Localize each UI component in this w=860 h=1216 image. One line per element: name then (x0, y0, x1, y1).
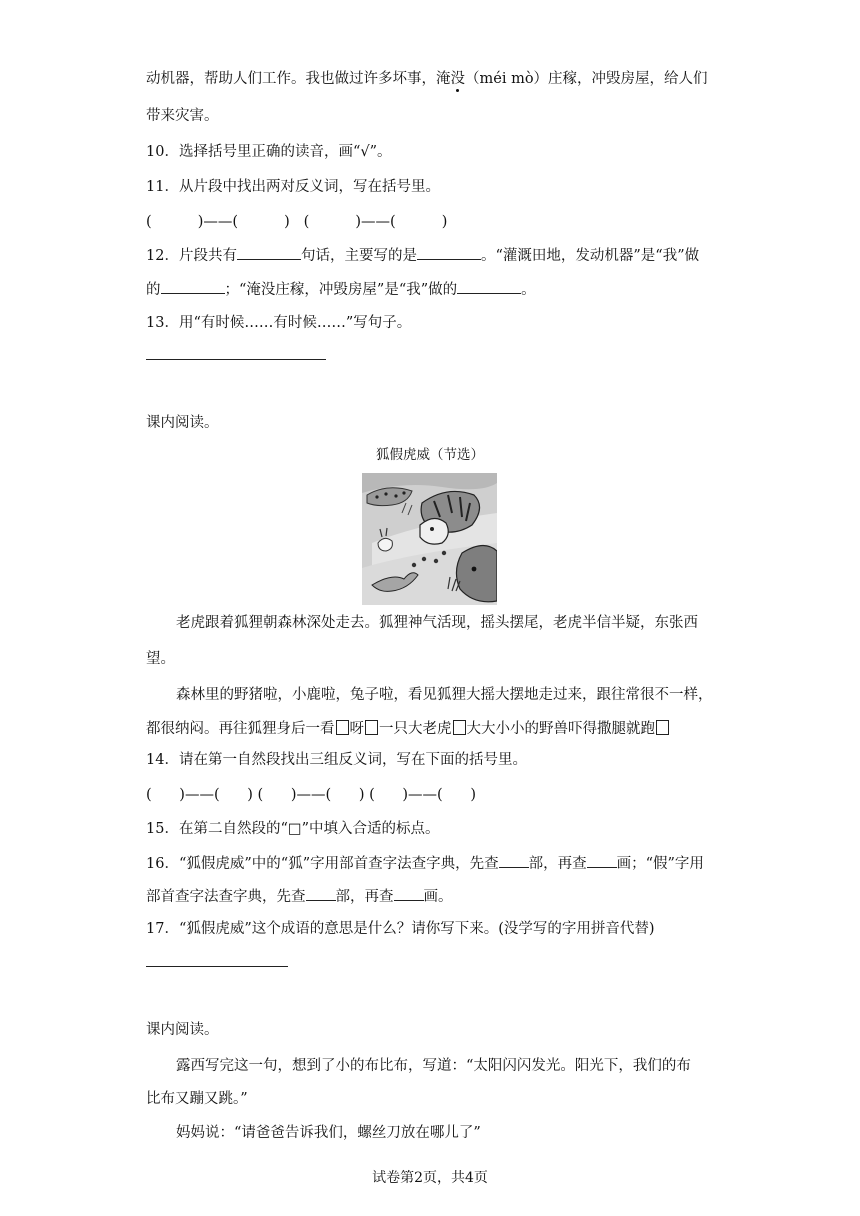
passage-line: 露西写完这一句，想到了小的布比布，写道：“太阳闪闪发光。阳光下，我们的布 (176, 1058, 691, 1074)
question-17: 17．“狐假虎威”这个成语的意思是什么？请你写下来。(没学写的字用拼音代替) (146, 921, 655, 937)
question-14: 14．请在第一自然段找出三组反义词，写在下面的括号里。 (146, 752, 527, 768)
passage-title: 狐假虎威（节选） (376, 447, 484, 463)
emphasis-dot-char: 没 (450, 71, 465, 87)
section-heading: 课内阅读。 (146, 415, 219, 431)
question-16-line1: 16．“狐假虎威”中的“狐”字用部首查字法查字典，先查 部，再查 画；“假”字用 (146, 853, 704, 874)
question-11: 11．从片段中找出两对反义词，写在括号里。 (146, 179, 440, 195)
passage-line: 比布又蹦又跳。” (146, 1091, 248, 1107)
answer-blank[interactable] (499, 853, 529, 868)
answer-line[interactable] (146, 966, 288, 967)
question-12-line1: 12．片段共有 句话，主要写的是 。“灌溉田地，发动机器”是“我”做 (146, 245, 699, 266)
page-footer: 试卷第2页，共4页 (372, 1170, 488, 1186)
passage-line: 老虎跟着狐狸朝森林深处走去。狐狸神气活现，摇头摆尾，老虎半信半疑，东张西 (176, 615, 698, 631)
answer-blank[interactable] (394, 886, 424, 901)
passage-line: 都很纳闷。再往狐狸身后一看 呀 一只大老虎 大大小小的野兽吓得撒腿就跑 (146, 719, 670, 739)
story-illustration (362, 473, 497, 605)
punctuation-box[interactable] (336, 720, 349, 735)
punctuation-box[interactable] (656, 720, 669, 735)
answer-blank[interactable] (237, 245, 301, 260)
answer-blank[interactable] (417, 245, 481, 260)
answer-blank[interactable] (587, 853, 617, 868)
question-10: 10．选择括号里正确的读音，画“√”。 (146, 144, 392, 160)
punctuation-box[interactable] (453, 720, 466, 735)
question-16-line2: 部首查字法查字典，先查 部，再查 画。 (146, 886, 453, 907)
question-12-line2: 的 ；“淹没庄稼，冲毁房屋”是“我”做的 。 (146, 279, 536, 300)
passage-line: 妈妈说：“请爸爸告诉我们，螺丝刀放在哪儿了” (176, 1125, 481, 1141)
punctuation-box[interactable] (365, 720, 378, 735)
question-15: 15．在第二自然段的“□”中填入合适的标点。 (146, 821, 440, 837)
answer-blank[interactable] (161, 279, 225, 294)
passage-line: 森林里的野猪啦，小鹿啦，兔子啦，看见狐狸大摇大摆地走过来，跟往常很不一样， (176, 687, 713, 703)
question-11-answer-pairs[interactable]: ( )——( ) ( )——( ) (146, 214, 448, 230)
question-14-answer-pairs[interactable]: ( )——( ) ( )——( ) ( )——( ) (146, 787, 477, 803)
answer-line[interactable] (146, 359, 326, 360)
question-13: 13．用“有时候……有时候……”写句子。 (146, 315, 412, 331)
passage-line: 动机器，帮助人们工作。我也做过许多坏事，淹没（méi mò）庄稼，冲毁房屋，给人们 (146, 71, 708, 87)
answer-blank[interactable] (306, 886, 336, 901)
passage-line: 带来灾害。 (146, 108, 219, 124)
answer-blank[interactable] (457, 279, 521, 294)
section-heading: 课内阅读。 (146, 1022, 219, 1038)
passage-line: 望。 (146, 651, 175, 667)
